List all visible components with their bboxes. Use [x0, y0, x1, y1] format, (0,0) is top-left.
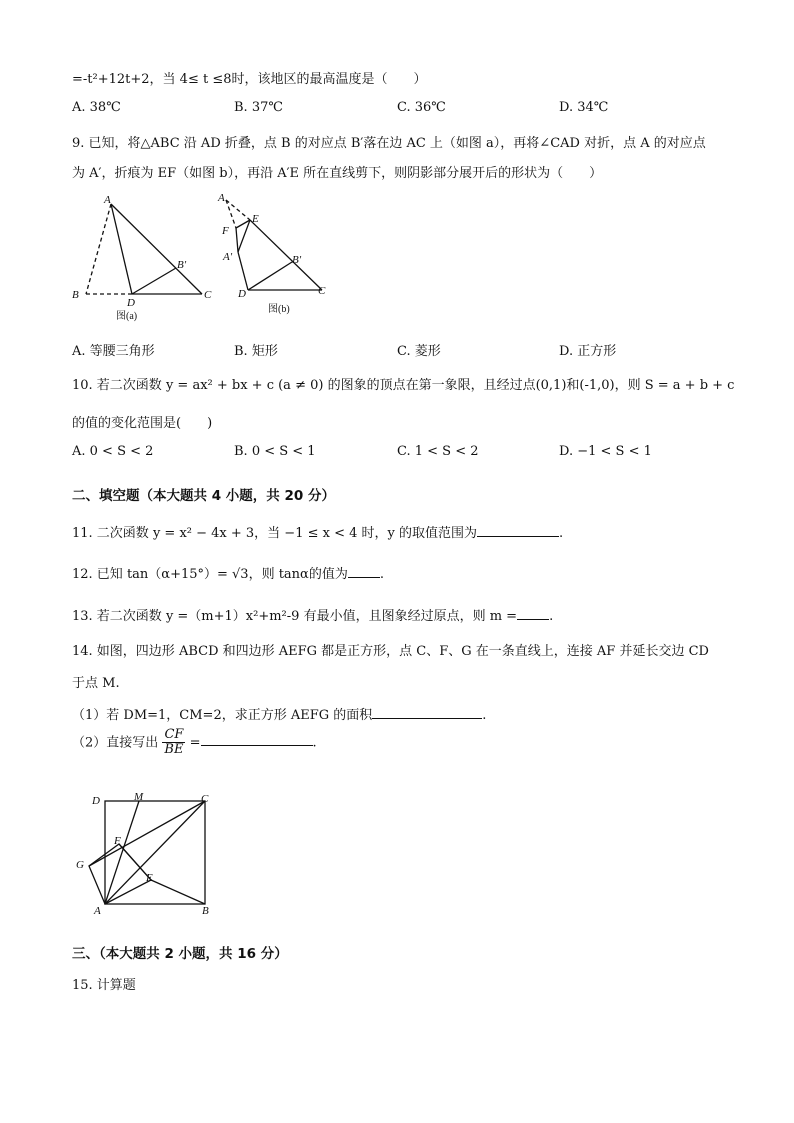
label-e: E	[252, 213, 259, 225]
q9-option-d: D. 正方形	[559, 344, 617, 359]
q11-end: .	[559, 526, 564, 541]
q12-answer-blank[interactable]	[348, 563, 380, 578]
segment-db-prime	[248, 262, 292, 290]
q14-part2	[72, 728, 317, 758]
label-g: G	[76, 859, 84, 871]
q8-option-c: C. 36℃	[397, 100, 446, 115]
segment-a-prime-d	[238, 252, 248, 290]
q13-answer-blank[interactable]	[517, 605, 549, 620]
q8-option-d: D. 34℃	[559, 100, 609, 115]
q11-answer-blank[interactable]	[477, 522, 559, 537]
q14-part1-text: （1）若 DM=1，CM=2，求正方形 AEFG 的面积	[72, 708, 373, 723]
label-f: F	[114, 835, 121, 847]
q14-part2-prefix: （2）直接写出	[72, 735, 159, 751]
q14-fraction	[162, 728, 185, 758]
label-b: B	[72, 289, 79, 301]
q9-option-b: B. 矩形	[234, 344, 278, 359]
segment-ec	[250, 220, 322, 290]
q14-part1-end: .	[482, 708, 487, 723]
q9-figure-b	[214, 190, 344, 322]
q13-end: .	[549, 609, 554, 624]
q14-line1: 14. 如图，四边形 ABCD 和四边形 AEFG 都是正方形，点 C、F、G 在一条直线上，连接 AF 并延长交边 CD	[72, 644, 709, 659]
q12-text: 12. 已知 tan（α+15°）= √3，则 tanα的值为	[72, 567, 348, 582]
segment-eb	[151, 880, 205, 904]
label-c: C	[318, 285, 326, 297]
q8-stem-tail: =-t²+12t+2，当 4≤ t ≤8时，该地区的最高温度是（ ）	[72, 72, 427, 87]
q10-option-b: B. 0 < S < 1	[234, 444, 316, 459]
segment-ac	[111, 204, 202, 294]
q14-part2-answer-blank[interactable]	[201, 731, 313, 746]
q10-line2: 的值的变化范围是( )	[72, 416, 213, 431]
label-d: D	[238, 288, 246, 300]
diagonal-ac	[105, 801, 205, 904]
fig-b-caption: 图(b)	[268, 304, 290, 315]
q14-part2-eq: =	[189, 735, 201, 751]
q14-part2-end: .	[312, 735, 317, 751]
q10-line1: 10. 若二次函数 y = ax² + bx + c (a ≠ 0) 的图象的顶点在第一象限，且经过点(0,1)和(-1,0)，则 S = a + b + c	[72, 378, 735, 393]
section-3-heading: 三、（本大题共 2 小题，共 16 分）	[72, 946, 288, 962]
label-d: D	[92, 795, 100, 807]
fold-line-ab	[86, 204, 111, 294]
label-b-prime: B′	[292, 254, 302, 266]
label-a: A	[104, 194, 111, 206]
q14-part1-answer-blank[interactable]	[372, 704, 482, 719]
line-c-f-g	[89, 801, 205, 866]
q13	[72, 605, 553, 624]
q10-option-d: D. −1 < S < 1	[559, 444, 652, 459]
q14-part1	[72, 704, 486, 723]
q14-figure	[70, 786, 230, 922]
segment-db-prime	[132, 268, 176, 294]
q10-option-a: A. 0 < S < 2	[72, 444, 154, 459]
label-d: D	[127, 297, 135, 309]
q11	[72, 522, 563, 541]
q9-figure-a	[66, 192, 226, 324]
label-e: E	[146, 872, 153, 884]
label-f: F	[222, 225, 229, 237]
label-b-prime: B′	[177, 259, 187, 271]
label-c: C	[204, 289, 212, 301]
q8-option-a: A. 38℃	[72, 100, 121, 115]
fraction-denominator: BE	[164, 742, 184, 758]
label-a-prime: A′	[223, 251, 233, 263]
fraction-numerator: CF	[162, 728, 185, 743]
q12-end: .	[379, 567, 384, 582]
q8-option-b: B. 37℃	[234, 100, 283, 115]
q14-line2: 于点 M.	[72, 676, 120, 691]
q15: 15. 计算题	[72, 978, 136, 993]
segment-ad	[111, 204, 132, 294]
q10-option-c: C. 1 < S < 2	[397, 444, 479, 459]
segment-fa-prime	[236, 228, 238, 252]
label-m: M	[134, 791, 144, 803]
q9-line1: 9. 已知，将△ABC 沿 AD 折叠，点 B 的对应点 B′落在边 AC 上（如图 a），再将∠CAD 对折，点 A 的对应点	[72, 136, 706, 151]
q9-line2: 为 A′，折痕为 EF（如图 b），再沿 A′E 所在直线剪下，则阴影部分展开后的形状为（ ）	[72, 166, 603, 181]
label-c: C	[201, 793, 209, 805]
label-a: A	[94, 905, 101, 917]
q9-option-c: C. 菱形	[397, 344, 441, 359]
q12	[72, 563, 384, 582]
cut-dash-2	[226, 200, 236, 228]
q13-text: 13. 若二次函数 y =（m+1）x²+m²-9 有最小值，且图象经过原点，则 m =	[72, 609, 518, 624]
section-2-heading: 二、填空题（本大题共 4 小题，共 20 分）	[72, 488, 335, 504]
square-aefg	[89, 844, 151, 904]
label-b: B	[202, 905, 209, 917]
q11-text: 11. 二次函数 y = x² − 4x + 3，当 −1 ≤ x < 4 时，y 的取值范围为	[72, 526, 477, 541]
segment-a-prime-e	[238, 220, 250, 252]
label-a: A	[218, 192, 225, 204]
q9-option-a: A. 等腰三角形	[72, 344, 155, 359]
fig-a-caption: 图(a)	[116, 311, 138, 322]
